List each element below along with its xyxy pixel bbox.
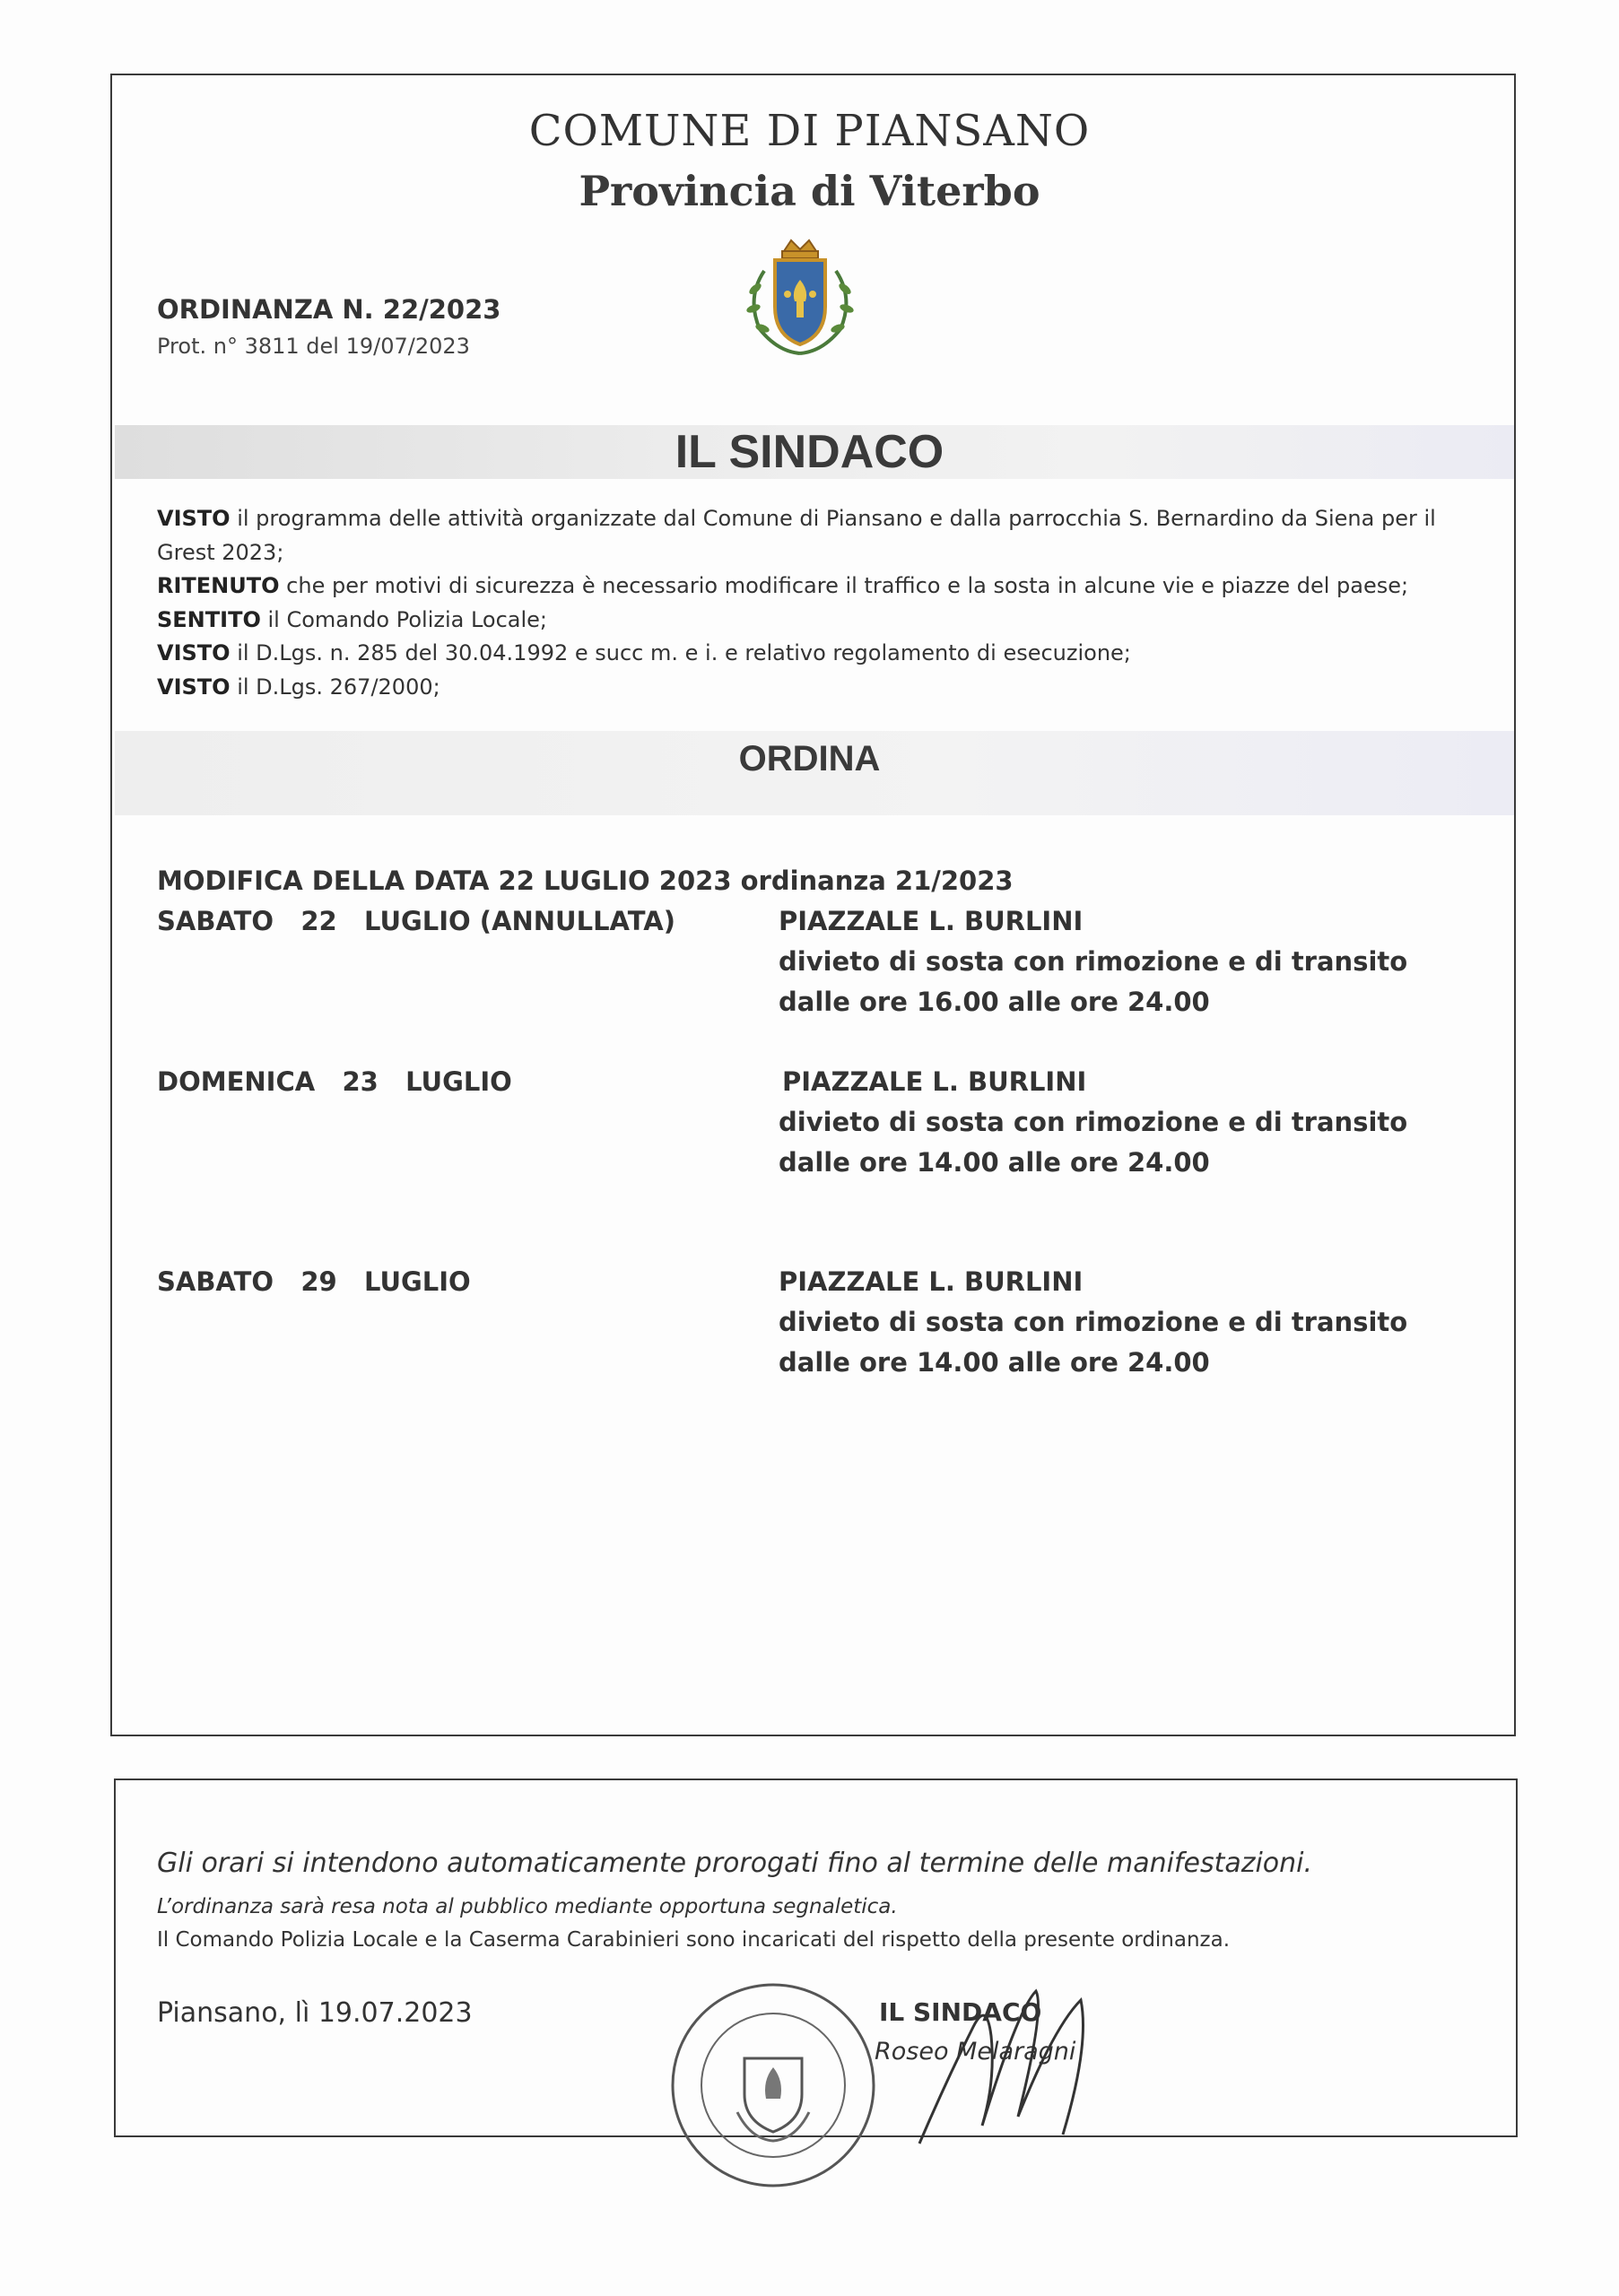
premessa-item xyxy=(157,502,1484,570)
premessa-keyword: RITENUTO xyxy=(157,573,280,598)
entry-day: SABATO 22 LUGLIO (ANNULLATA) xyxy=(157,906,675,936)
note-incaricati: Il Comando Polizia Locale e la Caserma Carabinieri sono incaricati del rispetto della presente ordinanza. xyxy=(157,1928,1231,1952)
note-orari: Gli orari si intendono automaticamente prorogati fino al termine delle manifestazioni. xyxy=(157,1848,1313,1879)
entry-day: DOMENICA 23 LUGLIO xyxy=(157,1066,512,1097)
entry-place: PIAZZALE L. BURLINI xyxy=(779,1266,1084,1297)
premessa-item xyxy=(157,671,1484,705)
comune-title: COMUNE DI PIANSANO xyxy=(528,106,1091,156)
entry-hours: dalle ore 14.00 alle ore 24.00 xyxy=(779,1347,1210,1378)
premessa-text: il Comando Polizia Locale; xyxy=(260,606,548,632)
coat-of-arms-icon xyxy=(728,235,872,361)
ordinanza-number: ORDINANZA N. 22/2023 xyxy=(157,294,501,325)
modifica-line: MODIFICA DELLA DATA 22 LUGLIO 2023 ordinanza 21/2023 xyxy=(157,865,1014,896)
note-segnaletica: L’ordinanza sarà resa nota al pubblico mediante opportuna segnaletica. xyxy=(157,1895,898,1918)
premessa-text: il D.Lgs. n. 285 del 30.04.1992 e succ m. e i. e relativo regolamento di esecuzione; xyxy=(230,640,1131,665)
premessa-keyword: SENTITO xyxy=(157,606,261,632)
premessa-text: il programma delle attività organizzate dal Comune di Piansano e dalla parrocchia S. Bernardino da Siena per il Grest 2023; xyxy=(157,506,1436,565)
ordina-heading: ORDINA xyxy=(738,739,881,778)
entry-day: SABATO 29 LUGLIO xyxy=(157,1266,471,1297)
premessa-item xyxy=(157,570,1484,604)
premesse-block xyxy=(157,502,1484,704)
signature-title: IL SINDACO xyxy=(879,1997,1042,2027)
premessa-text: che per motivi di sicurezza è necessario modificare il traffico e la sosta in alcune vie e piazze del paese; xyxy=(279,573,1409,598)
premessa-keyword: VISTO xyxy=(157,506,231,531)
entry-hours: dalle ore 14.00 alle ore 24.00 xyxy=(779,1147,1210,1178)
entry-place: PIAZZALE L. BURLINI xyxy=(782,1066,1087,1097)
official-stamp-icon xyxy=(666,1978,881,2193)
entry-rule: divieto di sosta con rimozione e di transito xyxy=(779,1307,1408,1337)
premessa-item xyxy=(157,637,1484,671)
sindaco-heading: IL SINDACO xyxy=(675,426,944,478)
entry-rule: divieto di sosta con rimozione e di transito xyxy=(779,1107,1408,1137)
premessa-keyword: VISTO xyxy=(157,640,231,665)
premessa-keyword: VISTO xyxy=(157,674,231,700)
place-date: Piansano, lì 19.07.2023 xyxy=(157,1997,473,2029)
premessa-text: il D.Lgs. 267/2000; xyxy=(230,674,440,700)
premessa-item xyxy=(157,604,1484,638)
provincia-subtitle: Provincia di Viterbo xyxy=(579,167,1040,215)
protocol-number: Prot. n° 3811 del 19/07/2023 xyxy=(157,334,470,359)
entry-place: PIAZZALE L. BURLINI xyxy=(779,906,1084,936)
signature-name: Roseo Melaragni xyxy=(875,2038,1076,2066)
entry-hours: dalle ore 16.00 alle ore 24.00 xyxy=(779,987,1210,1017)
entry-rule: divieto di sosta con rimozione e di transito xyxy=(779,946,1408,977)
